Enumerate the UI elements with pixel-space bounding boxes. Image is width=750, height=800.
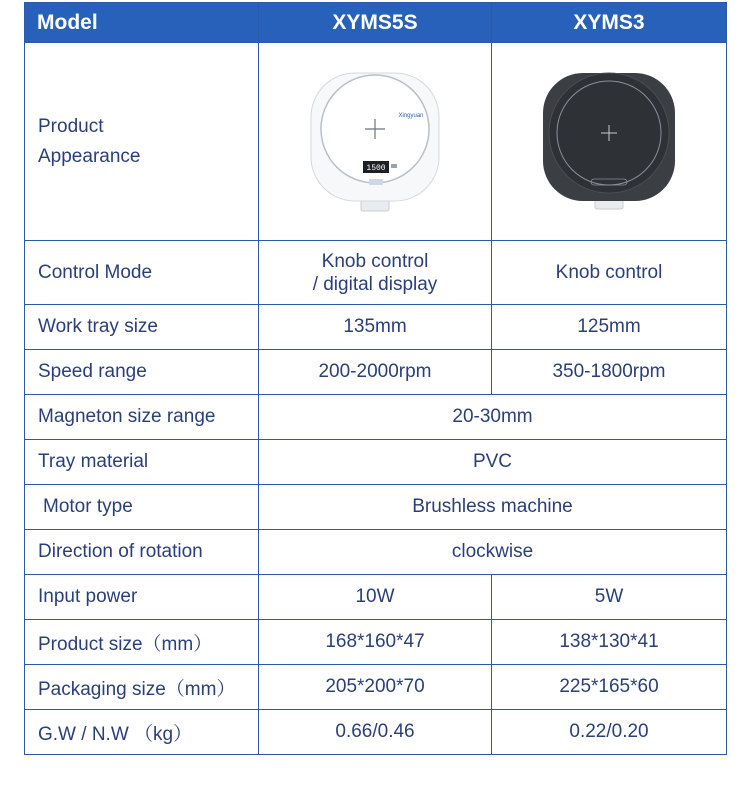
xyms5s-appearance-cell	[259, 43, 492, 241]
row-label: G.W / N.W （kg）	[25, 710, 259, 755]
xyms3-value: 350-1800rpm	[492, 350, 727, 395]
xyms5s-brand-mark: Xingyuan	[398, 112, 424, 119]
appearance-row	[25, 43, 727, 241]
xyms5s-value: 205*200*70	[259, 665, 492, 710]
control-mode-row	[25, 241, 727, 305]
header-row	[25, 3, 727, 43]
xyms3-product-image	[539, 67, 679, 217]
spec-table	[24, 2, 727, 755]
row-label: Input power	[25, 575, 259, 620]
table-row	[25, 395, 727, 440]
appearance-label-line1: Product	[38, 115, 104, 137]
control-mode-xyms5s	[259, 241, 492, 305]
row-label: Work tray size	[25, 305, 259, 350]
control-mode-xyms5s-line2: / digital display	[312, 273, 438, 295]
row-label: Direction of rotation	[25, 530, 259, 575]
table-row	[25, 350, 727, 395]
row-label: Product size（mm）	[25, 620, 259, 665]
row-label: Motor type	[25, 485, 259, 530]
control-mode-xyms5s-line1: Knob control	[321, 250, 429, 272]
table-row	[25, 665, 727, 710]
control-mode-label: Control Mode	[25, 241, 259, 305]
row-label: Packaging size（mm）	[25, 665, 259, 710]
shared-value: 20-30mm	[259, 395, 727, 440]
control-mode-xyms3: Knob control	[492, 241, 727, 305]
xyms3-value: 5W	[492, 575, 727, 620]
shared-value: Brushless machine	[259, 485, 727, 530]
table-row	[25, 575, 727, 620]
xyms5s-value: 200-2000rpm	[259, 350, 492, 395]
xyms5s-value: 10W	[259, 575, 492, 620]
shared-value: PVC	[259, 440, 727, 485]
xyms5s-value: 135mm	[259, 305, 492, 350]
table-row	[25, 620, 727, 665]
row-label: Speed range	[25, 350, 259, 395]
row-label: Tray material	[25, 440, 259, 485]
header-xyms3: XYMS3	[492, 3, 727, 43]
table-row	[25, 485, 727, 530]
xyms3-value: 138*130*41	[492, 620, 727, 665]
header-model: Model	[25, 3, 259, 43]
xyms3-value: 0.22/0.20	[492, 710, 727, 755]
xyms5s-value: 0.66/0.46	[259, 710, 492, 755]
table-row	[25, 440, 727, 485]
xyms3-appearance-cell	[492, 43, 727, 241]
xyms5s-value: 168*160*47	[259, 620, 492, 665]
table-row	[25, 305, 727, 350]
table-row	[25, 530, 727, 575]
xyms3-value: 125mm	[492, 305, 727, 350]
header-xyms5s: XYMS5S	[259, 3, 492, 43]
xyms5s-display-readout: 1500	[366, 163, 386, 173]
table-row	[25, 710, 727, 755]
appearance-label-line2: Appearance	[38, 145, 141, 167]
xyms3-value: 225*165*60	[492, 665, 727, 710]
xyms5s-product-image	[305, 67, 445, 217]
appearance-label	[25, 43, 259, 241]
row-label: Magneton size range	[25, 395, 259, 440]
shared-value: clockwise	[259, 530, 727, 575]
